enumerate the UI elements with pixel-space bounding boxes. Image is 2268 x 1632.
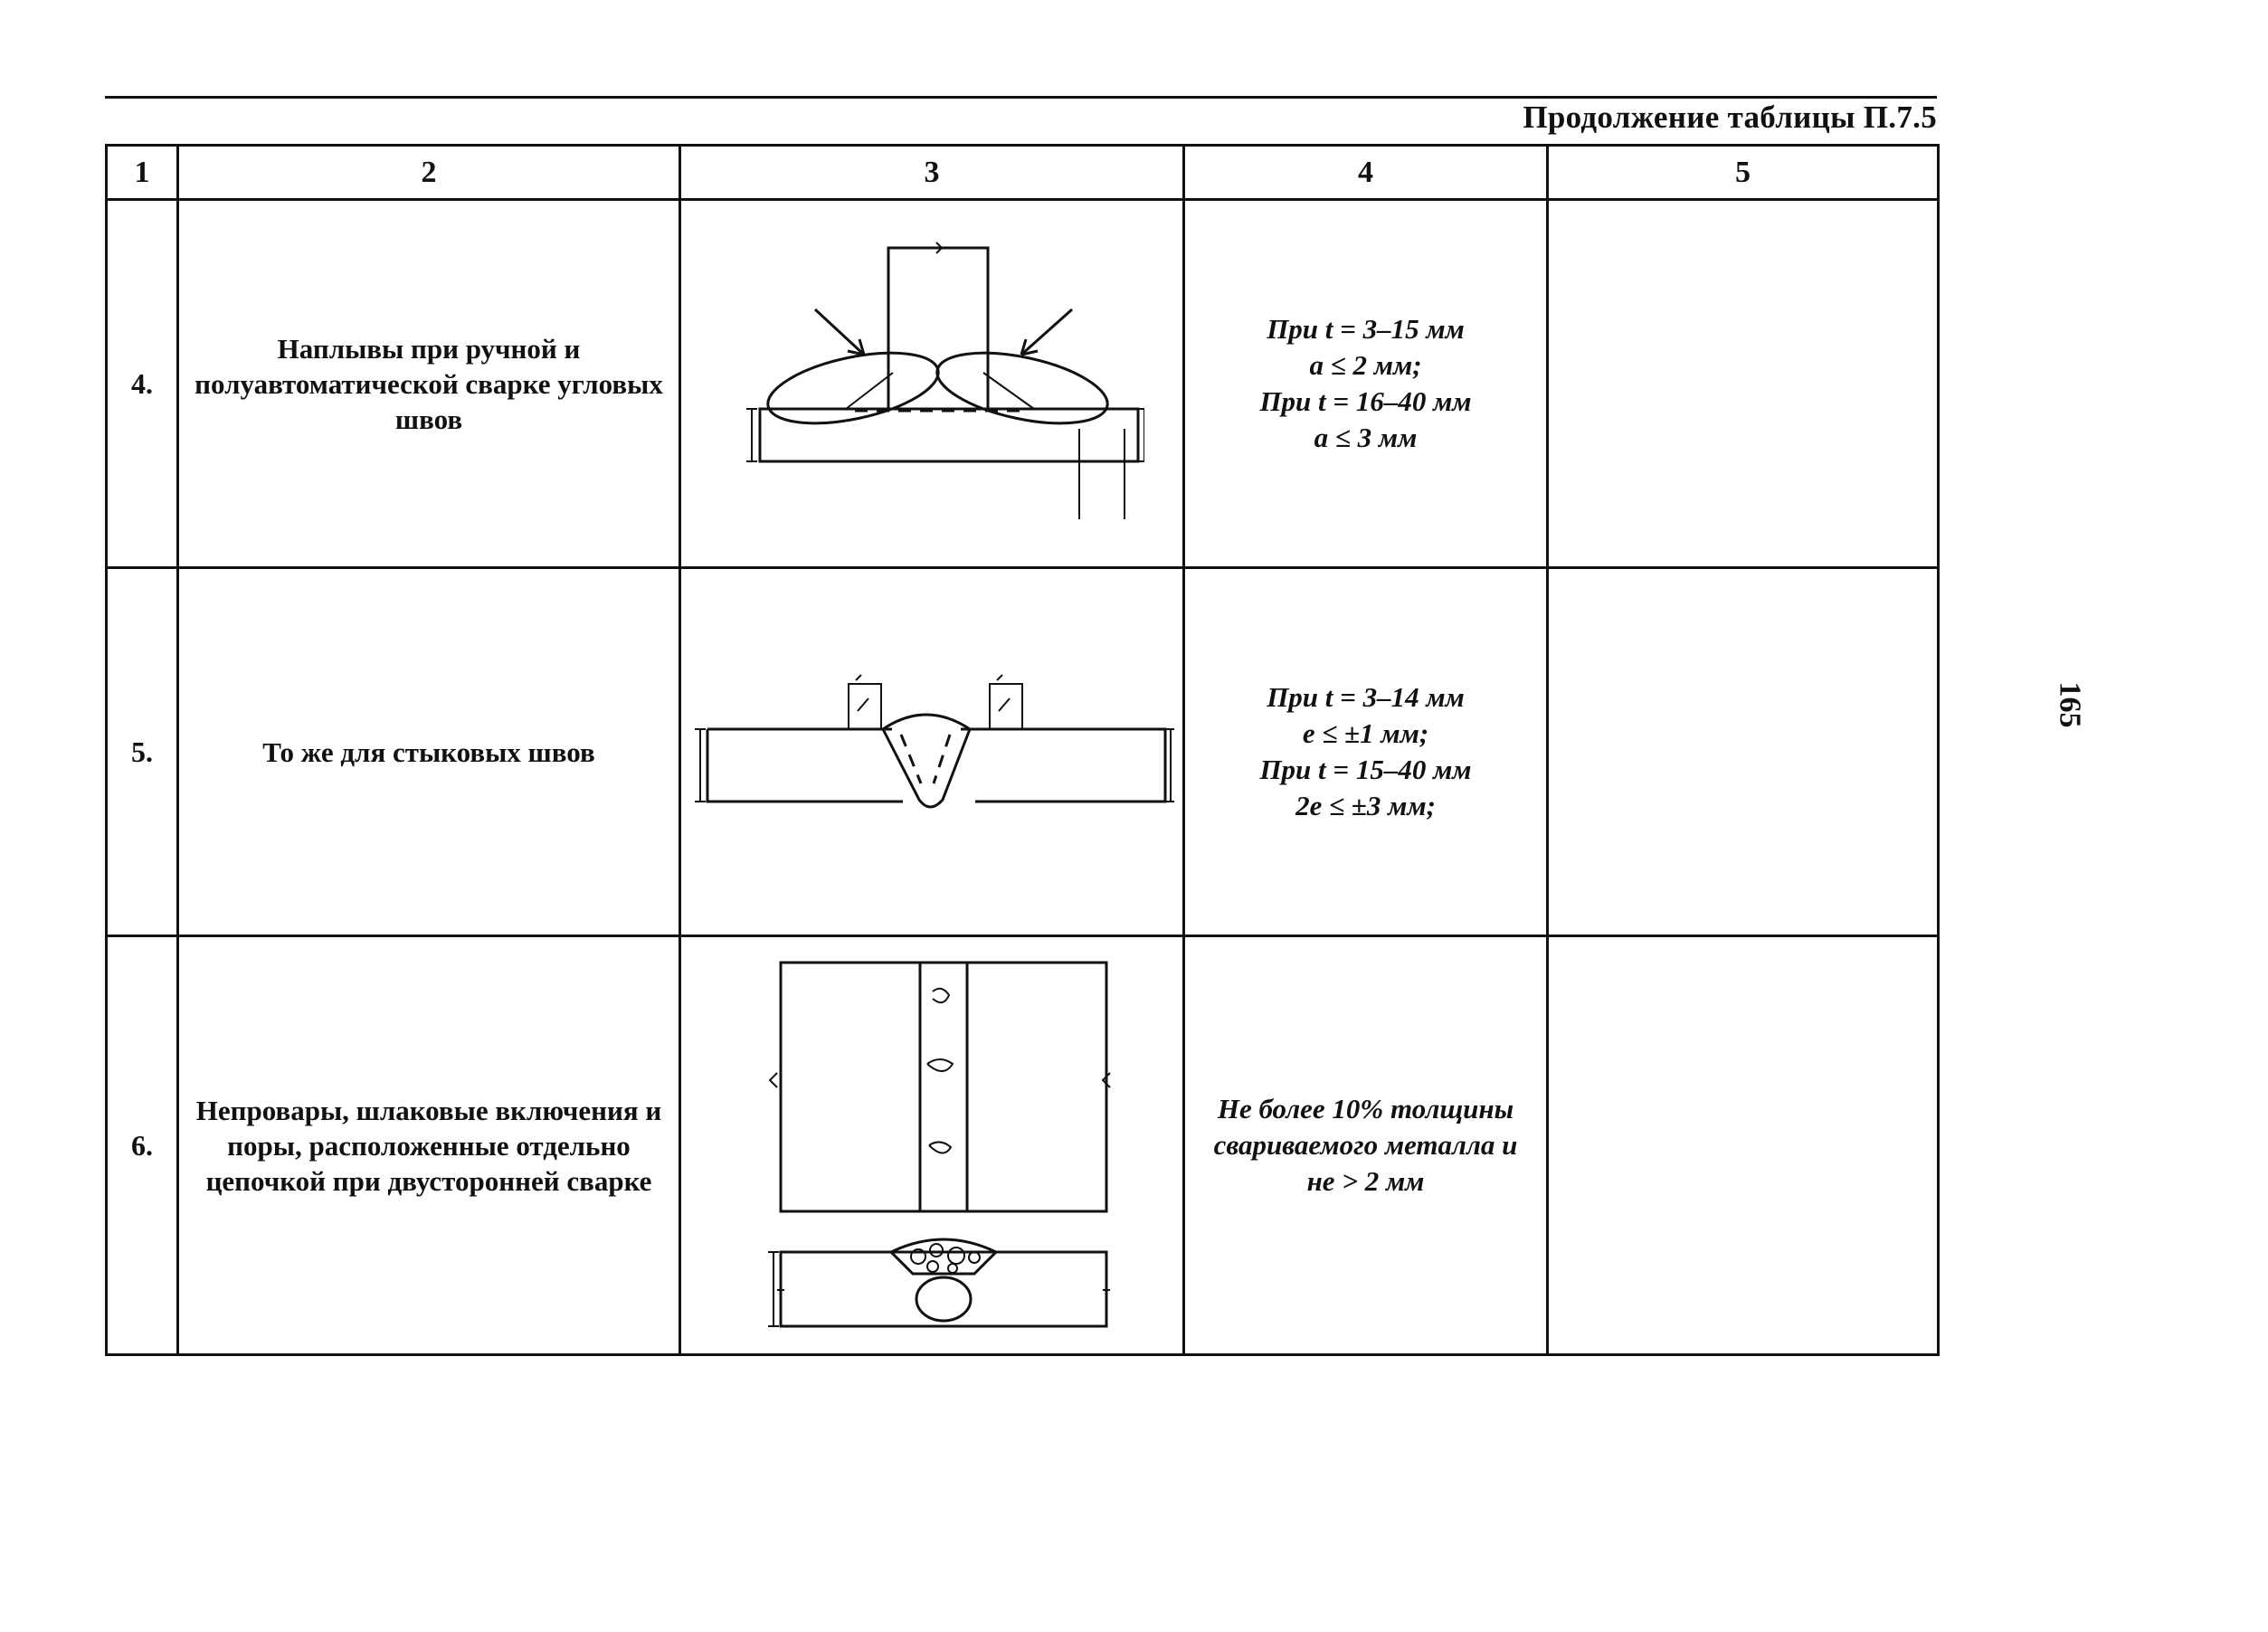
row-description-cell [178, 936, 680, 1355]
row-sketch-cell [680, 936, 1184, 1355]
table-row [107, 568, 1939, 936]
row-description: Наплывы при ручной и полуавтоматической сварке угловых швов [195, 332, 663, 435]
criteria-line: При t = 16–40 мм [1259, 385, 1472, 417]
criteria-line: a ≤ 2 мм; [1309, 349, 1422, 381]
fillet-weld-overlap-sketch [719, 239, 1144, 528]
criteria-line: При t = 3–14 мм [1267, 681, 1465, 713]
criteria-line: При t = 3–15 мм [1267, 313, 1465, 345]
row-criteria [1185, 679, 1546, 824]
top-rule [105, 96, 1937, 99]
row-description: То же для стыковых швов [262, 735, 595, 768]
row-description-cell [178, 568, 680, 936]
row-criteria-cell [1184, 568, 1548, 936]
column-header-4: 4 [1184, 146, 1548, 200]
table-row [107, 936, 1939, 1355]
left-overlap-lobe [762, 340, 944, 436]
row-note-cell [1548, 568, 1939, 936]
butt-plates [707, 729, 1165, 802]
page-number: 165 [2053, 681, 2087, 728]
table-row [107, 200, 1939, 568]
column-header-5: 5 [1548, 146, 1939, 200]
row-note-cell [1548, 200, 1939, 568]
criteria-line: При t = 15–40 мм [1259, 754, 1472, 785]
criteria-line: Не более 10% толщины [1217, 1093, 1514, 1124]
incomplete-fusion-slag-sketch [719, 955, 1144, 1335]
row-note-cell [1548, 936, 1939, 1355]
criteria-line: 2e ≤ ±3 мм; [1295, 790, 1436, 821]
column-header-2: 2 [178, 146, 680, 200]
weld-cap [883, 715, 970, 729]
column-header-3: 3 [680, 146, 1184, 200]
row-criteria-cell [1184, 936, 1548, 1355]
column-header-1: 1 [107, 146, 178, 200]
vertical-plate [888, 248, 988, 409]
row-number: 4. [107, 200, 178, 568]
criteria-line: a ≤ 3 мм [1314, 422, 1418, 453]
weld-bead-top-view [920, 963, 967, 1211]
base-plate [760, 409, 1138, 461]
table-continuation-caption: Продолжение таблицы П.7.5 [1523, 100, 1937, 135]
cross-section-plates [781, 1252, 1106, 1326]
row-description: Непровары, шлаковые включения и поры, расположенные отдельно цепочкой при двусторонней сварке [195, 1094, 662, 1197]
criteria-line: не > 2 мм [1306, 1165, 1425, 1197]
criteria-line: свариваемого металла и [1213, 1129, 1518, 1161]
criteria-line: e ≤ ±1 мм; [1302, 717, 1429, 749]
butt-weld-overlap-sketch [688, 648, 1176, 856]
row-criteria [1185, 311, 1546, 456]
row-number: 6. [107, 936, 178, 1355]
lower-weld-root [916, 1277, 971, 1321]
row-criteria-cell [1184, 200, 1548, 568]
row-criteria [1185, 1091, 1546, 1200]
row-description-cell [178, 200, 680, 568]
top-view-plates [781, 963, 1106, 1211]
row-sketch-cell [680, 200, 1184, 568]
row-number: 5. [107, 568, 178, 936]
row-sketch-cell [680, 568, 1184, 936]
table-header-row [107, 146, 1939, 200]
defects-table [105, 144, 1940, 1356]
